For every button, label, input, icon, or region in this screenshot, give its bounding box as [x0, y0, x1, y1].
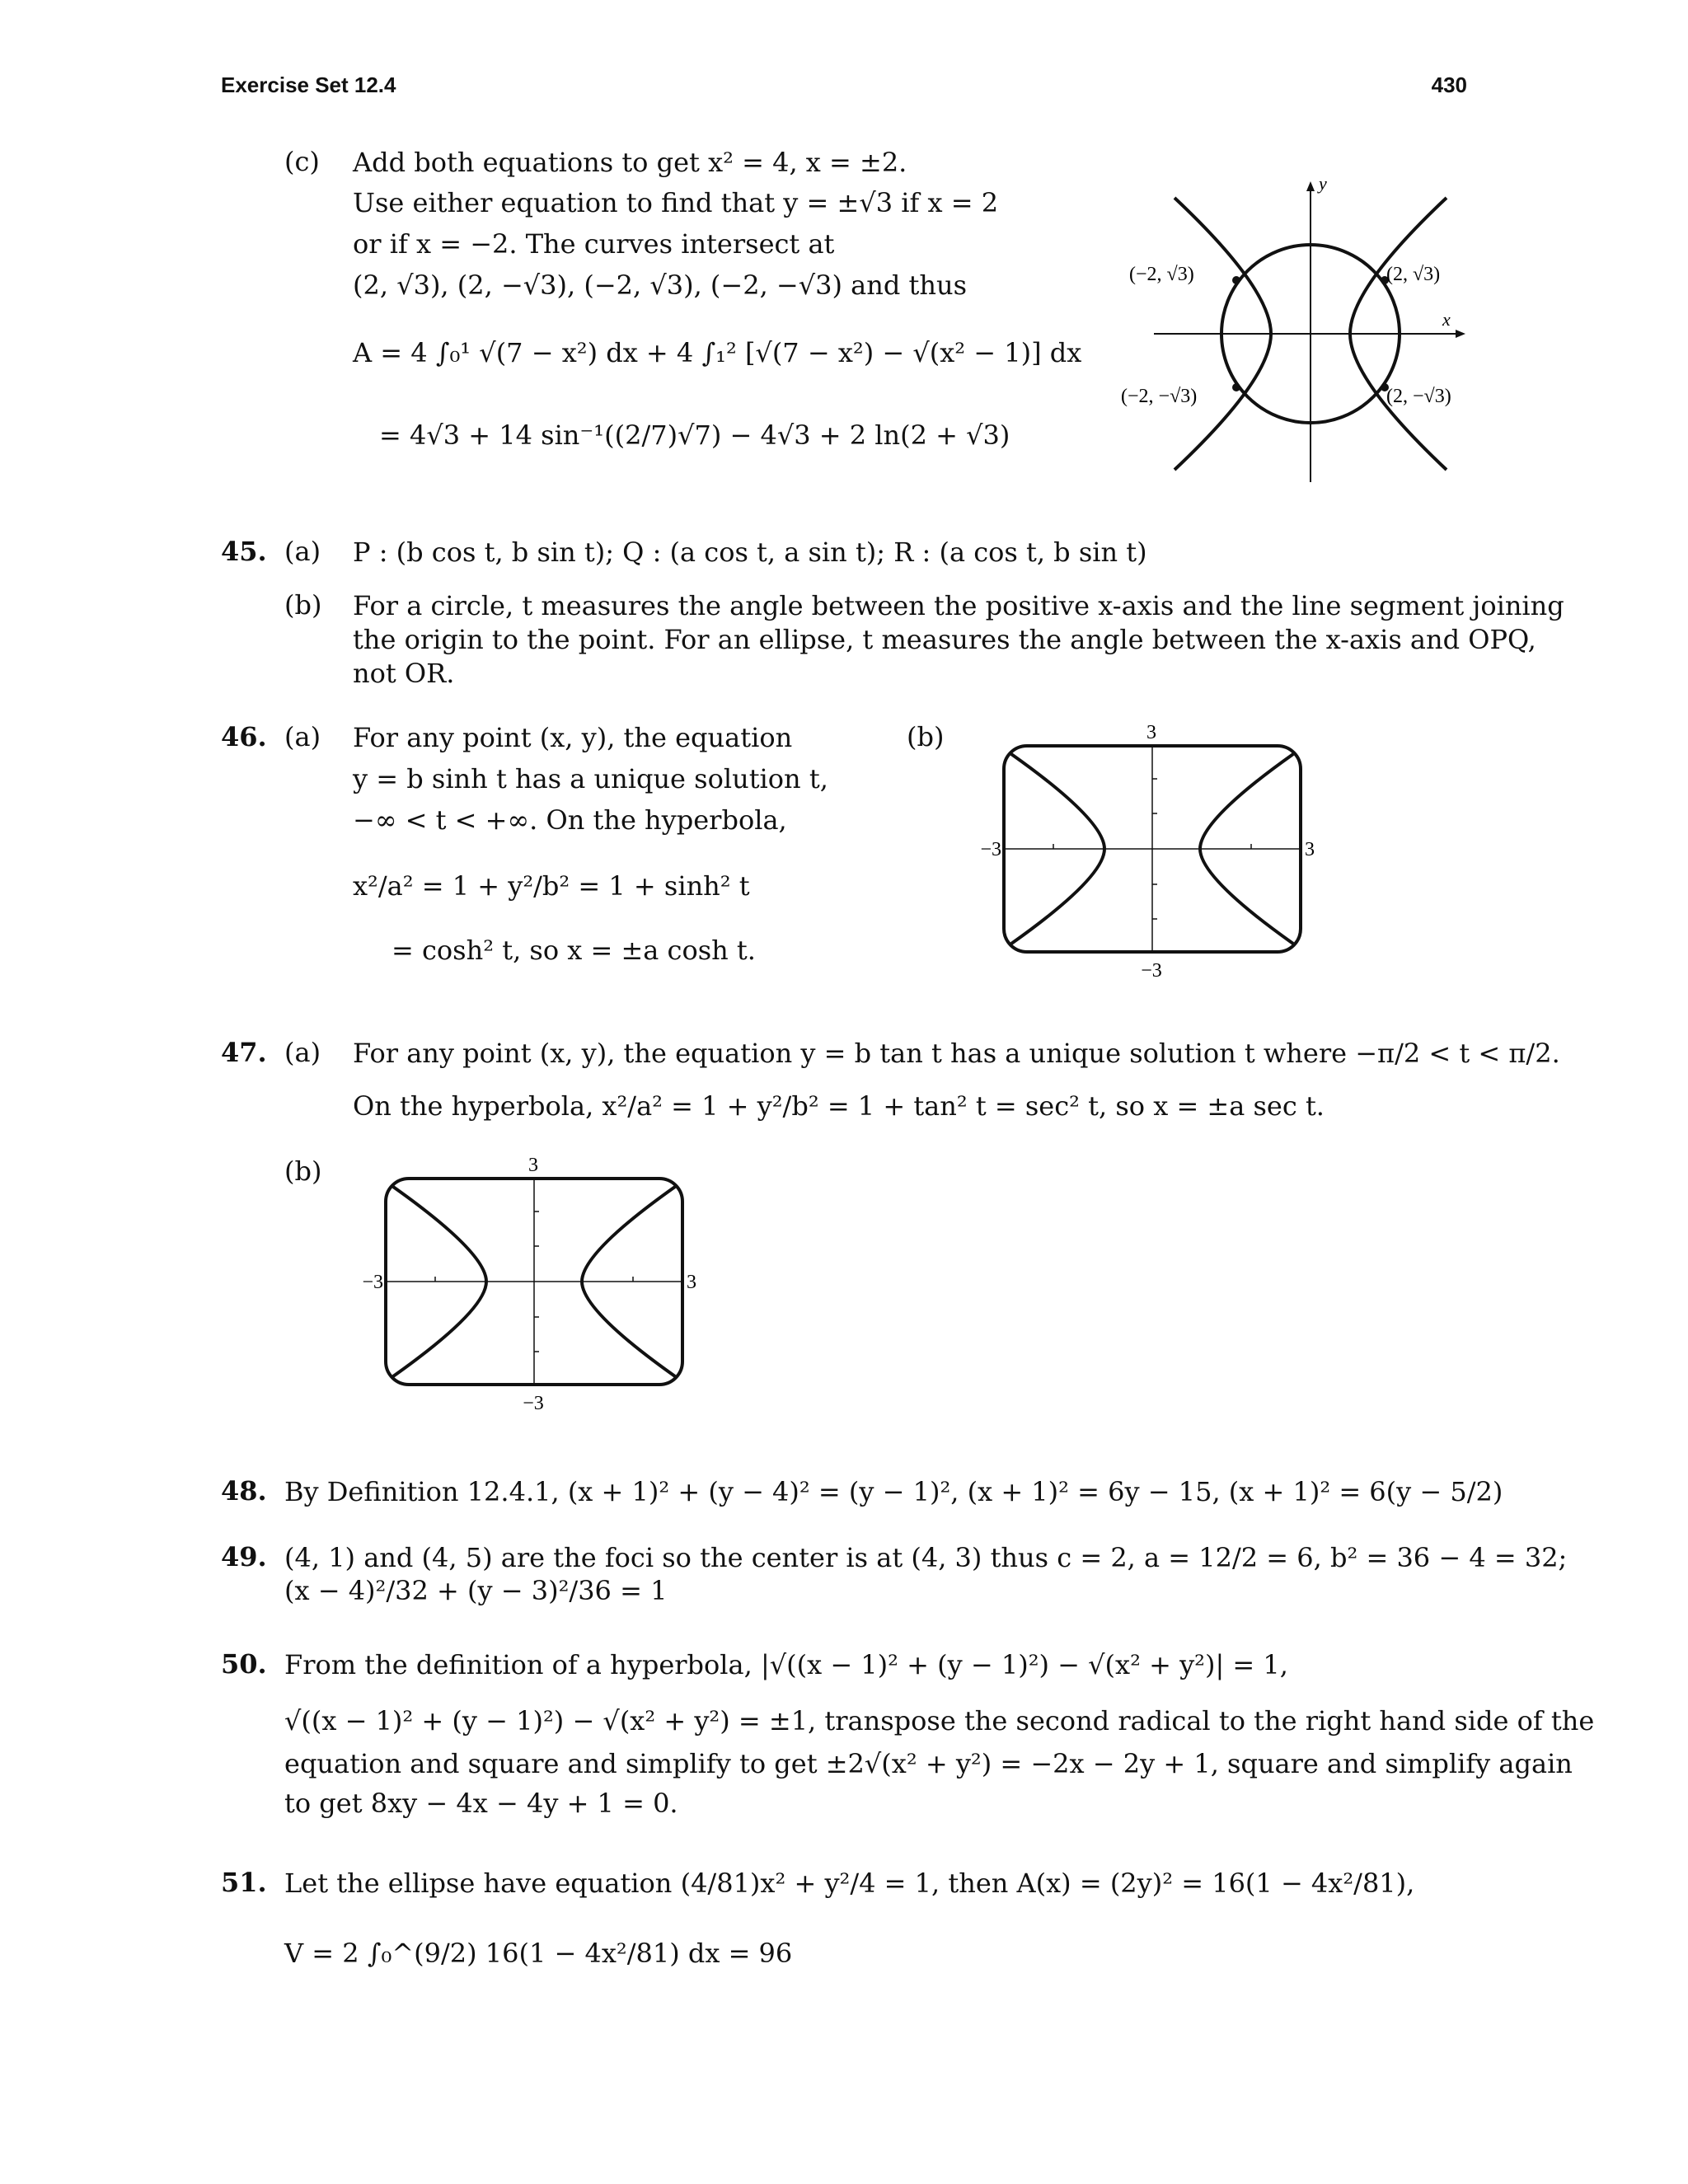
tick-label-bottom: −3 [1141, 960, 1162, 982]
text-44c-line3: or if x = −2. The curves intersect at [353, 228, 835, 260]
text-47a-line1: For any point (x, y), the equation y = b tan t has a unique solution t where −π/2 < t < π/2. [353, 1038, 1560, 1069]
text-50-line4: to get 8xy − 4x − 4y + 1 = 0. [284, 1788, 678, 1819]
graph-44c-circle-hyperbola [1096, 173, 1467, 486]
problem-number-45: 45. [221, 536, 267, 567]
graph-46b-hyperbola [968, 717, 1331, 989]
problem-number-46: 46. [221, 721, 267, 752]
point-label: (−2, √3) [1129, 264, 1194, 285]
text-46a-line3: −∞ < t < +∞. On the hyperbola, [353, 804, 787, 836]
point-label: (2, √3) [1386, 264, 1441, 285]
tick-label-right: 3 [1305, 839, 1315, 860]
tick-label-right: 3 [687, 1272, 696, 1293]
part-label-45a: (a) [284, 536, 321, 567]
equation-46a-line4: x²/a² = 1 + y²/b² = 1 + sinh² t [353, 870, 750, 902]
page-number: 430 [1431, 73, 1467, 97]
problem-number-51: 51. [221, 1867, 267, 1898]
y-axis-arrow-icon [1306, 181, 1315, 191]
part-label-44c: (c) [284, 146, 320, 177]
part-label-46a: (a) [284, 721, 321, 752]
equation-47a-line2: On the hyperbola, x²/a² = 1 + y²/b² = 1 + tan² t = sec² t, so x = ±a sec t. [353, 1090, 1325, 1122]
graph-47b-hyperbola [350, 1150, 713, 1422]
text-50-line3: equation and square and simplify to get ±2√(x² + y²) = −2x − 2y + 1, square and simplify again [284, 1748, 1573, 1779]
text-44c-line2: Use either equation to find that y = ±√3 if x = 2 [353, 187, 999, 218]
tick-label-top: 3 [1146, 722, 1156, 743]
problem-number-49: 49. [221, 1541, 267, 1572]
text-44c-line1: Add both equations to get x² = 4, x = ±2. [353, 147, 907, 178]
text-46a-line1: For any point (x, y), the equation [353, 722, 793, 753]
part-label-47b: (b) [284, 1155, 322, 1187]
y-axis-label: y [1319, 173, 1327, 194]
tick-label-left: −3 [980, 839, 1001, 860]
equation-44c-result: = 4√3 + 14 sin⁻¹((2/7)√7) − 4√3 + 2 ln(2 + √3) [379, 419, 1010, 451]
text-49-line1: (4, 1) and (4, 5) are the foci so the center is at (4, 3) thus c = 2, a = 12/2 = 6, b² = 36 − 4 = 32; [284, 1542, 1568, 1573]
section-header: Exercise Set 12.4 [221, 73, 396, 97]
tick-label-top: 3 [528, 1155, 538, 1176]
equation-51-volume: V = 2 ∫₀^(9/2) 16(1 − 4x²/81) dx = 96 [284, 1938, 793, 1969]
part-label-47a: (a) [284, 1037, 321, 1068]
text-50-line1: From the definition of a hyperbola, |√((x − 1)² + (y − 1)²) − √(x² + y²)| = 1, [284, 1649, 1288, 1680]
text-46a-line2: y = b sinh t has a unique solution t, [353, 763, 828, 794]
equation-46a-line5: = cosh² t, so x = ±a cosh t. [392, 935, 756, 966]
problem-number-48: 48. [221, 1475, 267, 1507]
tick-label-left: −3 [362, 1272, 383, 1293]
part-label-46b: (b) [907, 721, 945, 752]
intersection-point [1232, 383, 1240, 391]
x-axis-label: x [1442, 309, 1451, 330]
text-45a: P : (b cos t, b sin t); Q : (a cos t, a sin t); R : (a cos t, b sin t) [353, 537, 1147, 568]
text-45b-line3: not OR. [353, 658, 455, 689]
text-45b-line2: the origin to the point. For an ellipse, t measures the angle between the x-axis and OPQ, [353, 624, 1536, 655]
x-axis-arrow-icon [1456, 330, 1465, 338]
intersection-point [1232, 276, 1240, 284]
tick-label-bottom: −3 [523, 1393, 544, 1414]
text-48: By Definition 12.4.1, (x + 1)² + (y − 4)² = (y − 1)², (x + 1)² = 6y − 15, (x + 1)² = 6(y − 5/2) [284, 1476, 1503, 1507]
text-45b-line1: For a circle, t measures the angle between the positive x-axis and the line segment joining [353, 590, 1564, 621]
point-label: (2, −√3) [1386, 386, 1451, 407]
point-label: (−2, −√3) [1121, 386, 1198, 407]
equation-44c-area: A = 4 ∫₀¹ √(7 − x²) dx + 4 ∫₁² [√(7 − x²) − √(x² − 1)] dx [353, 337, 1082, 368]
text-51-line1: Let the ellipse have equation (4/81)x² + y²/4 = 1, then A(x) = (2y)² = 16(1 − 4x²/81), [284, 1868, 1415, 1899]
problem-number-50: 50. [221, 1648, 267, 1680]
text-50-line2: √((x − 1)² + (y − 1)²) − √(x² + y²) = ±1, transpose the second radical to the right hand side of the [284, 1705, 1595, 1736]
problem-number-47: 47. [221, 1037, 267, 1068]
part-label-45b: (b) [284, 589, 322, 621]
text-49-line2: (x − 4)²/32 + (y − 3)²/36 = 1 [284, 1575, 668, 1606]
text-44c-line4: (2, √3), (2, −√3), (−2, √3), (−2, −√3) and thus [353, 269, 967, 301]
